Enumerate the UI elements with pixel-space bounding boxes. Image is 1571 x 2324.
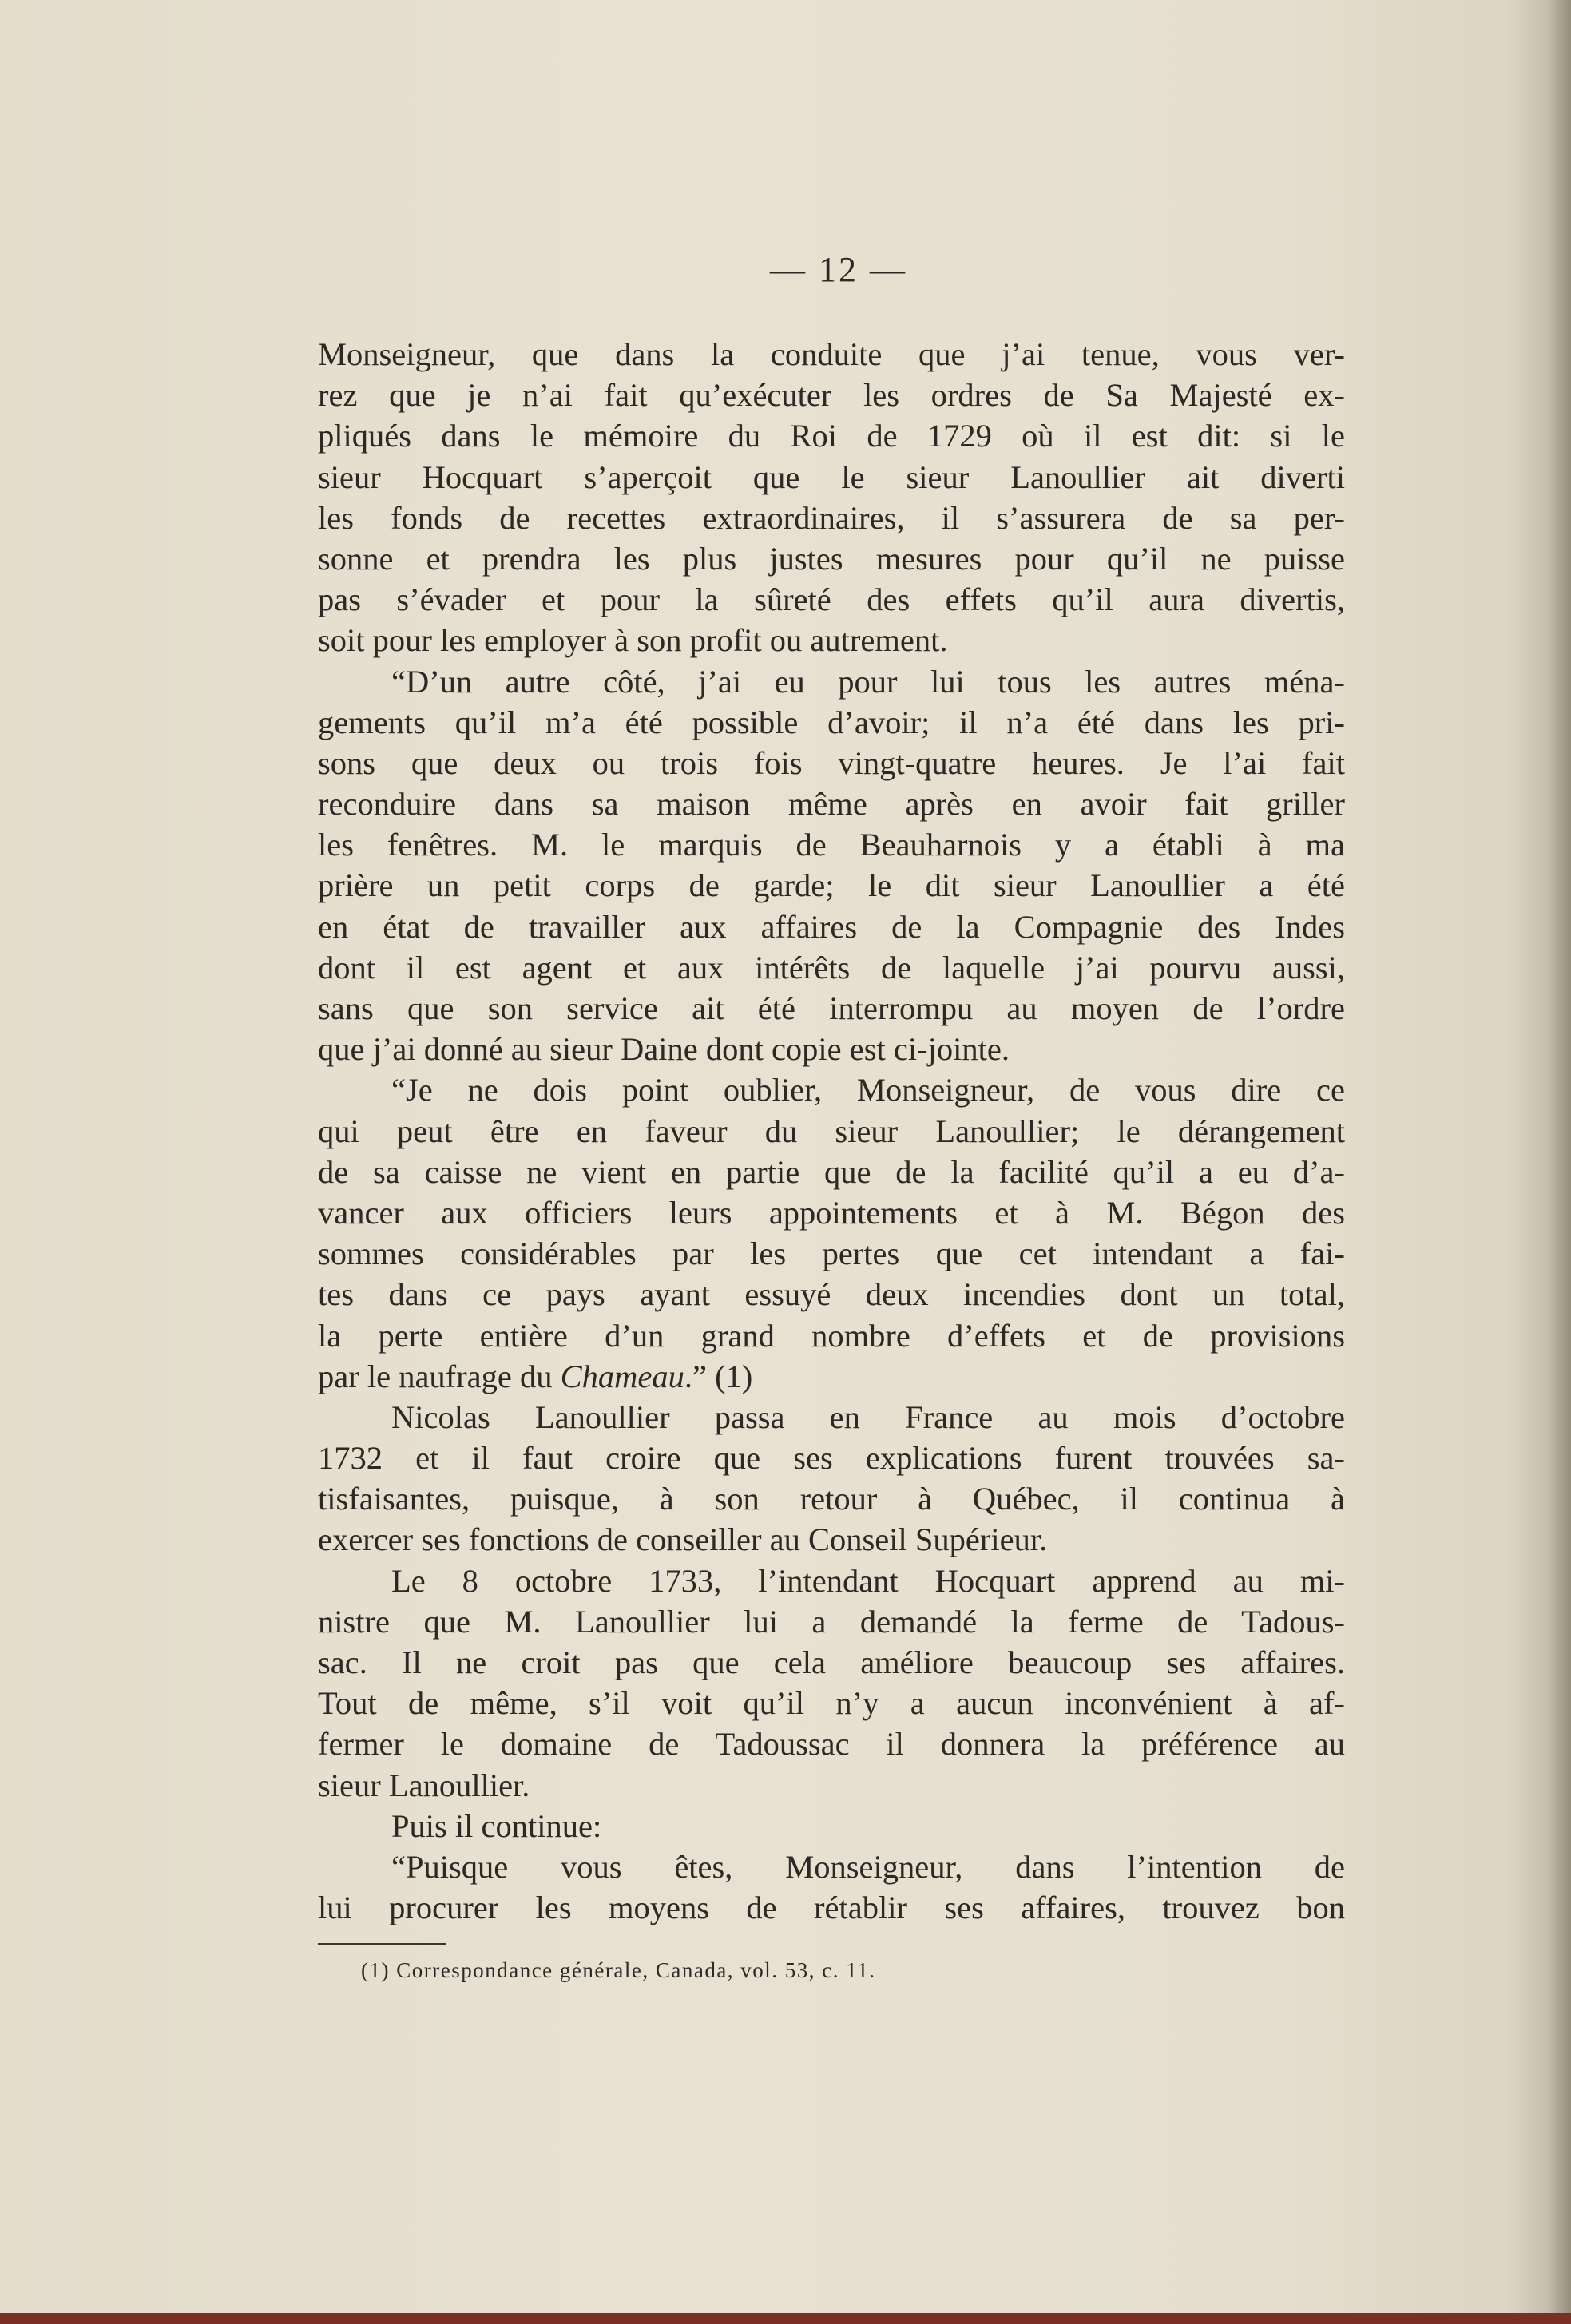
text-line: la perte entière d’un grand nombre d’effets et de provisions [318,1317,1345,1354]
text-line: vancer aux officiers leurs appointements et à M. Bégon des [318,1194,1345,1231]
text-line: tisfaisantes, puisque, à son retour à Québec, il continua à [318,1481,1345,1517]
bottom-border-strip [0,2313,1571,2324]
text-line: de sa caisse ne vient en partie que de la facilité qu’il a eu d’a- [318,1153,1345,1190]
text-line: “Puisque vous êtes, Monseigneur, dans l’intention de [391,1848,1345,1885]
text-line: sieur Lanoullier. [318,1767,530,1803]
text-line: que j’ai donné au sieur Daine dont copie est ci-jointe. [318,1031,1010,1068]
text-line: soit pour les employer à son profit ou autrement. [318,622,948,659]
text-line: sieur Hocquart s’aperçoit que le sieur Lanoullier ait diverti [318,458,1345,495]
text-line: Tout de même, s’il voit qu’il n’y a aucun inconvénient à af- [318,1685,1345,1722]
text-line: par le naufrage du Chameau.” (1) [318,1358,753,1394]
text-line: lui procurer les moyens de rétablir ses affaires, trouvez bon [318,1890,1345,1926]
text-line: “D’un autre côté, j’ai eu pour lui tous les autres ména- [391,663,1345,700]
text-line: sommes considérables par les pertes que cet intendant a fai- [318,1235,1345,1272]
text-line: Nicolas Lanoullier passa en France au mois d’octobre [391,1398,1345,1435]
text-line: 1732 et il faut croire que ses explications furent trouvées sa- [318,1440,1345,1477]
text-line: sonne et prendra les plus justes mesures pour qu’il ne puisse [318,540,1345,577]
text-line: sac. Il ne croit pas que cela améliore beaucoup ses affaires. [318,1644,1345,1680]
text-line: nistre que M. Lanoullier lui a demandé la ferme de Tadous- [318,1603,1345,1640]
text-line: rez que je n’ai fait qu’exécuter les ordres de Sa Majesté ex- [318,377,1345,414]
text-line: les fonds de recettes extraordinaires, il s’assurera de sa per- [318,499,1345,536]
text-line: sans que son service ait été interrompu au moyen de l’ordre [318,990,1345,1026]
footnote: (1) Correspondance générale, Canada, vol. 53, c. 11. [361,1958,876,1982]
text-line: fermer le domaine de Tadoussac il donnera la préférence au [318,1726,1345,1763]
text-line: “Je ne dois point oublier, Monseigneur, de vous dire ce [391,1072,1345,1108]
text-line: en état de travailler aux affaires de la Compagnie des Indes [318,908,1345,945]
text-line: gements qu’il m’a été possible d’avoir; il n’a été dans les pri- [318,704,1345,740]
text-line: pliqués dans le mémoire du Roi de 1729 où il est dit: si le [318,418,1345,454]
ship-name: Chameau [560,1358,684,1394]
text-line: sons que deux ou trois fois vingt-quatre heures. Je l’ai fait [318,744,1345,781]
text-line: reconduire dans sa maison même après en avoir fait griller [318,786,1345,823]
footnote-rule [318,1943,446,1945]
text-line: pas s’évader et pour la sûreté des effets qu’il aura divertis, [318,581,1345,618]
page-number: — 12 — [770,250,907,289]
text-line: tes dans ce pays ayant essuyé deux incendies dont un total, [318,1276,1345,1313]
text-line: Monseigneur, que dans la conduite que j’ai tenue, vous ver- [318,336,1345,372]
text-line: prière un petit corps de garde; le dit sieur Lanoullier a été [318,867,1345,904]
text-line: qui peut être en faveur du sieur Lanoullier; le dérangement [318,1112,1345,1149]
text-line: dont il est agent et aux intérêts de laquelle j’ai pourvu aussi, [318,949,1345,986]
text-line: exercer ses fonctions de conseiller au Conseil Supérieur. [318,1521,1048,1558]
text-line: Le 8 octobre 1733, l’intendant Hocquart apprend au mi- [391,1562,1345,1599]
body-text [318,334,1345,1928]
text-line: les fenêtres. M. le marquis de Beauharnois y a établi à ma [318,827,1345,863]
text-line: Puis il continue: [391,1807,602,1844]
page-edge-shadow [1549,0,1571,2324]
